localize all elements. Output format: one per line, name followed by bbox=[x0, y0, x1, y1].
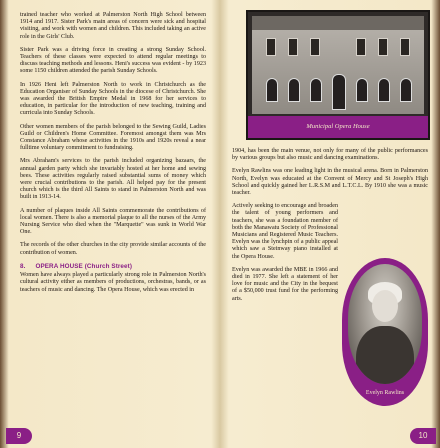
paragraph: Actively seeking to encourage and broaden the talent of young performers and teachers, she was a foundation member of both the Manawatu Society of Professional Musicians and Registered Music Teachers. Evelyn was the lynchpin of a public appeal which saw a Steinway piano installed at the Opera House. bbox=[232, 203, 338, 260]
paragraph: A number of plaques inside All Saints commemorate the contributions of local women. There is also a memorial plaque to all the nurses of the Army Nursing Service who died when the "Marquette" was sunk in World War One. bbox=[20, 207, 206, 236]
paragraph: Sister Park was a driving force in creating a strong Sunday School. Teachers of these classes were expected to attend regular meetings to discuss teaching methods and lessons. Heni's success was evident - by 1923 some 1150 children attended the parish Sunday Schools. bbox=[20, 46, 206, 75]
paragraph: In 1926 Heni left Palmerston North to work in Christchurch as the Education Organiser of Sunday Schools in the diocese of Christchurch. She was awarded the British Empire Medal in 1968 for her services to education, in particular for the introduction of new teaching, training and curricula into Sunday Schools. bbox=[20, 81, 206, 117]
left-text-column bbox=[20, 12, 206, 300]
paragraph: Evelyn Rawlins was one leading light in the musical arena. Born in Palmerston North, Evelyn was educated at the Convent of Mercy and St Joseph's High School and quickly gained her L.R.S.M and L.T.C.L. By 1910 she was a music teacher. bbox=[232, 168, 428, 197]
left-page bbox=[6, 0, 216, 448]
paragraph: Mrs Abraham's services to the parish included organizing bazaars, the annual garden party which she invariably hosted at her home and sewing bees. These activities regularly raised substantial sums of money which were crucial contributions to the parish. All helped pay for the present church which is the third All Saints to stand in Palmerston North and was built in 1913-14. bbox=[20, 158, 206, 201]
paragraph: Evelyn was awarded the MBE in 1966 and died in 1977. She left a statement of her love for music and the City in the bequest of a $50,000 trust fund for the performing arts. bbox=[232, 266, 338, 302]
paragraph: trained teacher who worked at Palmerston North High School between 1914 and 1917. Sister Park's main areas of concern were sick and hospital visiting, and work with women and children. This included taking an active role in the Girls' Club. bbox=[20, 12, 206, 40]
right-page bbox=[226, 0, 436, 448]
opera-house-photo bbox=[246, 10, 430, 140]
building-image bbox=[252, 16, 424, 114]
section-text: Women have always played a particularly strong role in Palmerston North's cultural activity either as members of productions, orchestras, bands, or as teachers of music and dancing. The Opera House, which was erected in bbox=[20, 272, 206, 293]
section-heading bbox=[20, 263, 206, 270]
paragraph: 1904, has been the main venue, not only for many of the public performances by various groups but also music and dancing examinations. bbox=[232, 148, 428, 162]
portrait-caption: Evelyn Rawlins bbox=[365, 390, 405, 396]
page-number-badge: 9 bbox=[6, 428, 32, 444]
portrait-frame bbox=[342, 258, 428, 406]
section-number: 8. bbox=[20, 262, 26, 270]
page-number-badge: 10 bbox=[410, 428, 436, 444]
photo-caption: Municipal Opera House bbox=[248, 116, 428, 138]
paragraph: Other women members of the parish belonged to the Sewing Guild, Ladies Guild or Children's Home Committee. Foremost amongst them was Mrs Constance Abraham whose activities in the 1910s and 1920s reveal a near fulltime voluntary commitment to fundraising. bbox=[20, 123, 206, 152]
section-title: OPERA HOUSE (Church Street) bbox=[35, 262, 133, 270]
paragraph: The records of the other churches in the city provide similar accounts of the contribution of women. bbox=[20, 242, 206, 256]
portrait-photo bbox=[348, 264, 422, 384]
